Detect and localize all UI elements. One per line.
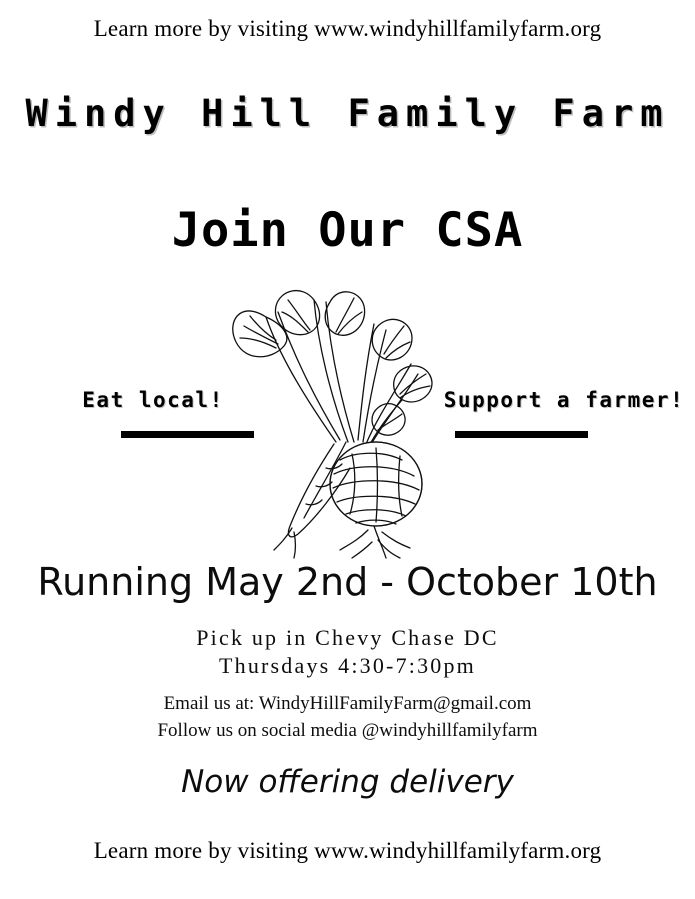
bottom-website-url: Learn more by visiting www.windyhillfamilyfarm.org: [93, 838, 602, 863]
pickup-details: [0, 624, 695, 680]
beet-with-greens-illustration: [206, 282, 456, 562]
slogan-support-a-farmer: Support a farmer!: [443, 388, 685, 412]
delivery-note: Now offering delivery: [181, 764, 514, 800]
farm-name-title: Windy Hill Family Farm: [25, 92, 670, 135]
pickup-time: Thursdays 4:30-7:30pm: [218, 653, 476, 678]
slogan-eat-local: Eat local!: [82, 388, 224, 412]
top-website-url: Learn more by visiting www.windyhillfamilyfarm.org: [93, 16, 602, 41]
season-dates: Running May 2nd - October 10th: [37, 560, 658, 604]
social-line: Follow us on social media @windyhillfamilyfarm: [157, 720, 538, 741]
contact-details: [0, 690, 695, 744]
page-title: Join Our CSA: [171, 203, 524, 258]
email-line: Email us at: WindyHillFamilyFarm@gmail.com: [163, 693, 532, 714]
pickup-location: Pick up in Chevy Chase DC: [196, 625, 499, 650]
divider-right: [455, 431, 588, 438]
